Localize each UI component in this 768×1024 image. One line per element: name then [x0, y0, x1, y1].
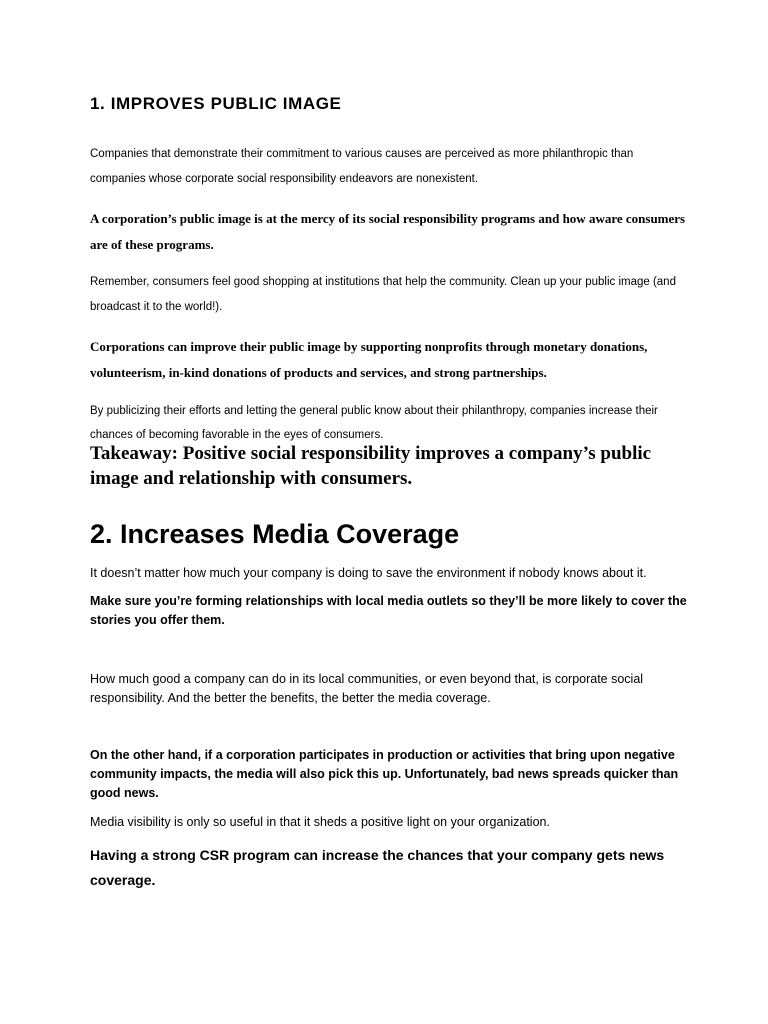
section-2-paragraph-5: Media visibility is only so useful in that it sheds a positive light on your organization.: [90, 815, 550, 829]
section-1-paragraph-1: Companies that demonstrate their commitment to various causes are perceived as more philanthropic than companies whose corporate social responsibility endeavors are nonexistent.: [90, 148, 634, 185]
section-2-paragraph-6: Having a strong CSR program can increase the chances that your company gets news coverage.: [90, 847, 665, 888]
section-1-paragraph-4: Corporations can improve their public image by supporting nonprofits through monetary donations, volunteerism, in-kind donations of products and services, and strong partnerships.: [90, 339, 648, 380]
section-1-heading: 1. IMPROVES PUBLIC IMAGE: [90, 94, 342, 113]
section-2-paragraph-1: It doesn’t matter how much your company is doing to save the environment if nobody knows about it.: [90, 566, 647, 580]
section-2-paragraph-4: On the other hand, if a corporation participates in production or activities that bring upon negative community impacts, the media will also pick this up. Unfortunately, bad news spreads quicker than good news.: [90, 748, 679, 800]
section-1-paragraph-2: A corporation’s public image is at the mercy of its social responsibility programs and how aware consumers are of these programs.: [90, 211, 686, 252]
section-1-paragraph-3: Remember, consumers feel good shopping at institutions that help the community. Clean up your public image (and broadcast it to the world!).: [90, 276, 676, 313]
section-1-takeaway: Takeaway: Positive social responsibility improves a company’s public image and relationship with consumers.: [90, 443, 652, 489]
section-2-heading: 2. Increases Media Coverage: [90, 519, 460, 549]
section-2-paragraph-3: How much good a company can do in its local communities, or even beyond that, is corporate social responsibility. And the better the benefits, the better the media coverage.: [90, 672, 644, 705]
section-1-paragraph-5: By publicizing their efforts and letting the general public know about their philanthropy, companies increase their chances of becoming favorable in the eyes of consumers.: [90, 405, 658, 441]
section-2-paragraph-2: Make sure you’re forming relationships with local media outlets so they’ll be more likely to cover the stories you offer them.: [90, 594, 687, 627]
